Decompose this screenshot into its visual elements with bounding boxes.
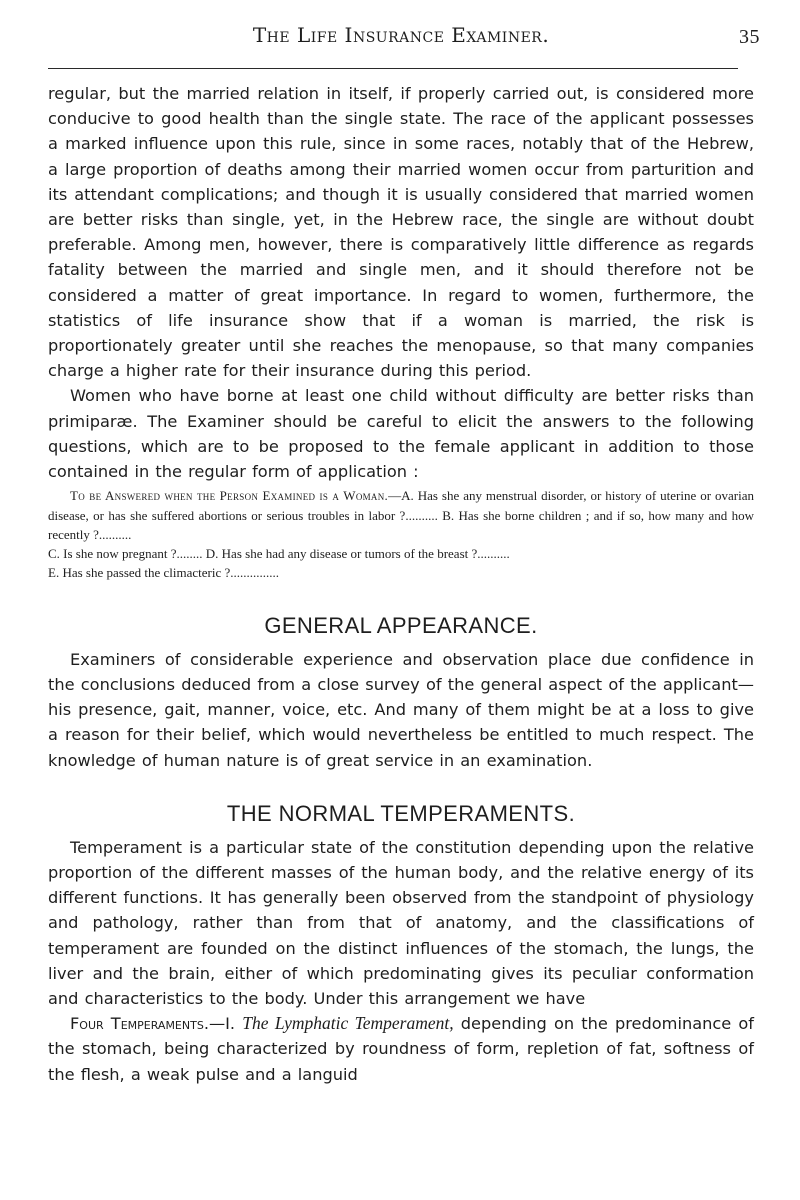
running-head [48,22,760,58]
paragraph-temperament: Temperament is a particular state of the constitution depending upon the relative proportion of the different masses of the human body, and the relative energy of its different functions. It has generally been observed from the standpoint of physiology and pathology, rather than from that of anatomy, and the classifications of temperament are founded on the distinct influences of the stomach, the lungs, the liver and the brain, either of which predominating gives its peculiar conformation and characteristics to the body. Under this arrangement we have [48,837,754,1008]
question-e-leader: ............... [230,565,280,581]
questions-block [48,486,754,582]
book-page [48,22,760,1087]
questions-lead-in: To be Answered when the Person Examined is a Woman. [70,488,389,504]
header-rule [48,68,738,69]
heading-general-appearance: GENERAL APPEARANCE. [264,612,538,638]
running-title: The Life Insurance Examiner. [252,23,550,47]
four-temperaments-numeral: —I. [208,1014,236,1034]
question-b: B. Has she borne children ; and if so, how many and how recently ? [48,507,754,542]
question-d-leader: .......... [477,546,510,562]
four-temperaments-label: Four Temperaments. [70,1014,209,1034]
question-a-leader: .......... [405,507,438,523]
question-b-leader: .......... [98,526,132,542]
question-e: E. Has she passed the climacteric ? [48,565,231,581]
heading-normal-temperaments: THE NORMAL TEMPERAMENTS. [226,800,576,826]
question-c-leader: ........ [176,546,203,562]
question-c: C. Is she now pregnant ? [48,546,177,562]
question-a: —A. Has she any menstrual disorder, or history of uterine or ovarian disease, or has she suffered abortions or serious troubles in labor ? [48,488,754,523]
paragraph-four-temperaments [48,1011,754,1087]
lymphatic-temperament-term: The Lymphatic Temperament, [242,1013,454,1034]
lymphatic-description: depending on the predominance of the stomach, being characterized by roundness of form, repletion of fat, softness of the flesh, a weak pulse and a languid [48,1014,754,1084]
question-d: D. Has she had any disease or tumors of the breast ? [205,546,478,562]
paragraph-marriage: regular, but the married relation in itself, if properly carried out, is considered more conducive to good health than the single state. The race of the applicant possesses a marked influence upon this rule, since in some races, notably that of the Hebrew, a large proportion of deaths among their married women occur from parturition and its attendant complications; and though it is usually considered that married women are better risks than single, yet, in the Hebrew race, the single are without doubt preferable. Among men, however, there is comparatively little difference as regards fatality between the married and single men, and it should therefore not be considered a matter of great importance. In regard to women, furthermore, the statistics of life insurance show that if a woman is married, the risk is proportionately greater until she reaches the menopause, so that many companies charge a higher rate for their insurance during this period. [48,84,754,381]
page-number: 35 [739,26,760,48]
paragraph-general-appearance: Examiners of considerable experience and observation place due confidence in the conclusions deduced from a close survey of the general aspect of the applicant—his presence, gait, manner, voice, etc. And many of them might be at a loss to give a reason for their belief, which would nevertheless be entitled to much respect. The knowledge of human nature is of great service in an examination. [48,649,754,770]
paragraph-primiparae: Women who have borne at least one child without difficulty are better risks than primiparæ. The Examiner should be careful to elicit the answers to the following questions, which are to be proposed to the female applicant in addition to those contained in the regular form of application : [48,386,754,482]
